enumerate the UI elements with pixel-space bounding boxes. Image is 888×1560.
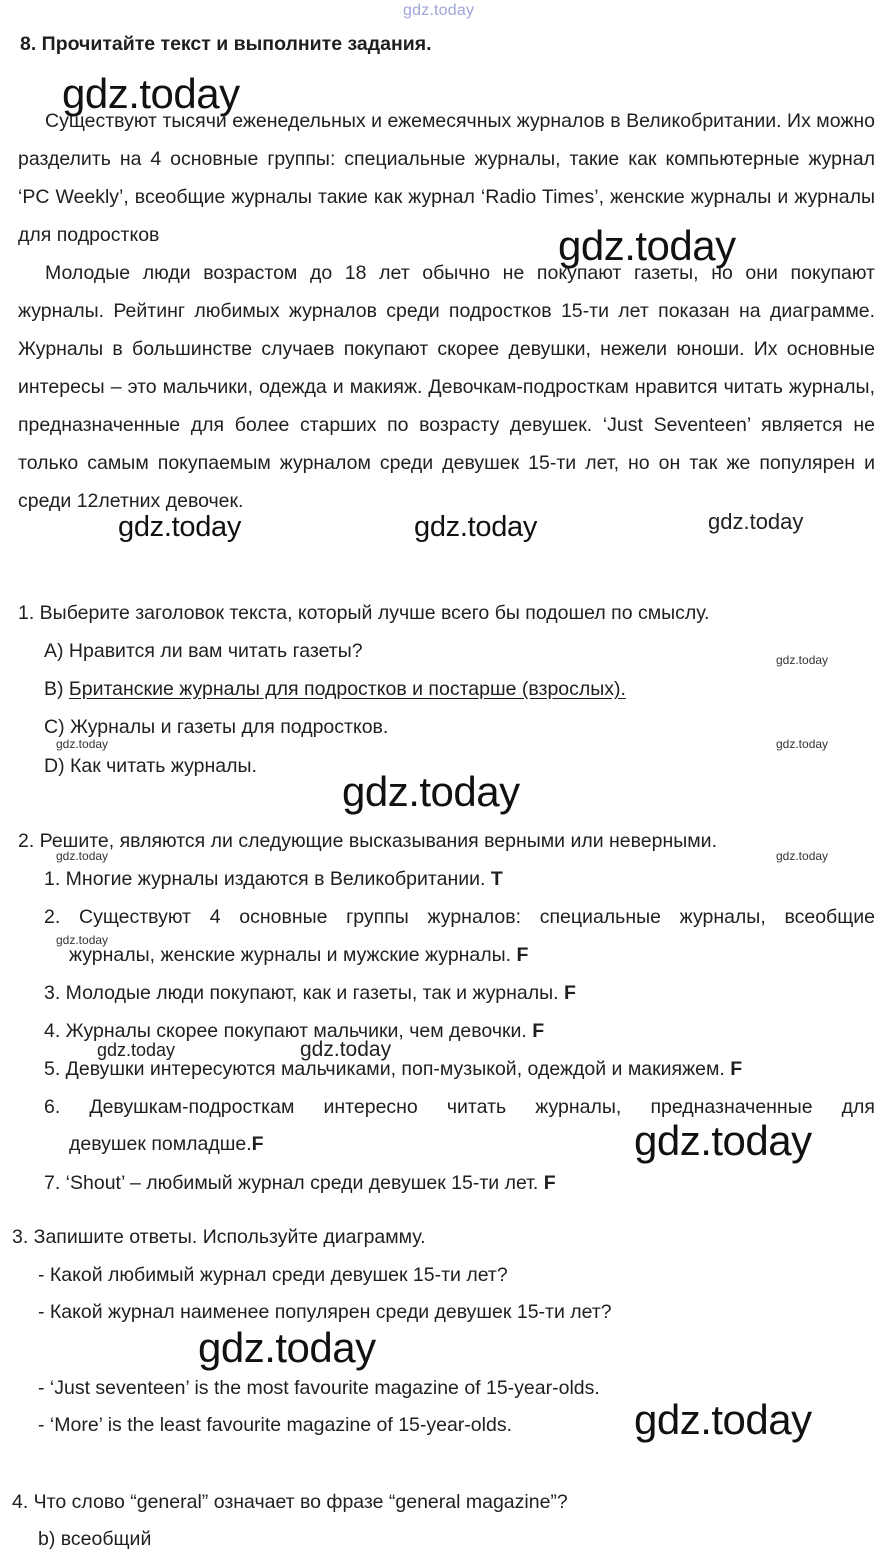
watermark: gdz.today	[300, 1038, 392, 1061]
watermark: gdz.today	[558, 222, 736, 269]
statement-6-answer: F	[251, 1133, 264, 1155]
statement-3: 3. Молодые люди покупают, как и газеты, так и журналы. F	[44, 982, 576, 1004]
watermark: gdz.today	[56, 737, 109, 751]
statement-4: 4. Журналы скорее покупают мальчики, чем девочки. F	[44, 1020, 545, 1042]
statement-4-answer: F	[532, 1020, 545, 1042]
statement-7: 7. ‘Shout’ – любимый журнал среди девушек 15-ти лет. F	[44, 1172, 556, 1194]
task-1-question: 1. Выберите заголовок текста, который лучше всего бы подошел по смыслу.	[18, 602, 710, 624]
task-3-answer-2: - ‘More’ is the least favourite magazine of 15-year-olds.	[38, 1414, 512, 1436]
task-3-q1: - Какой любимый журнал среди девушек 15-ти лет?	[38, 1264, 508, 1286]
task-3-q2: - Какой журнал наименее популярен среди девушек 15-ти лет?	[38, 1301, 612, 1323]
task-1-option-a: A) Нравится ли вам читать газеты?	[44, 640, 363, 662]
statement-1-answer: T	[490, 868, 503, 890]
statement-5-answer: F	[730, 1058, 743, 1080]
task-1-option-b: B) Британские журналы для подростков и постарше (взрослых).	[44, 678, 626, 700]
watermark: gdz.today	[97, 1040, 176, 1060]
watermark: gdz.today	[414, 511, 538, 543]
task-4-answer: b) всеобщий	[38, 1528, 152, 1550]
watermark: gdz.today	[62, 70, 240, 117]
task-3-answer-1: - ‘Just seventeen’ is the most favourite magazine of 15-year-olds.	[38, 1377, 600, 1399]
statement-5: 5. Девушки интересуются мальчиками, поп-музыкой, одеждой и макияжем. F	[44, 1058, 743, 1080]
watermark: gdz.today	[708, 509, 804, 534]
statement-2-cont: журналы, женские журналы и мужские журналы. F	[69, 944, 529, 966]
watermark: gdz.today	[342, 768, 520, 815]
watermark: gdz.today	[198, 1324, 376, 1371]
statement-3-answer: F	[563, 982, 576, 1004]
watermark: gdz.today	[56, 849, 109, 863]
task-1-option-d: D) Как читать журналы.	[44, 755, 257, 777]
task-1-option-c: C) Журналы и газеты для подростков.	[44, 716, 389, 738]
statement-2-answer: F	[516, 944, 529, 966]
watermark: gdz.today	[776, 653, 829, 667]
watermark: gdz.today	[634, 1396, 812, 1443]
watermark: gdz.today	[634, 1117, 812, 1164]
task-1-answer-underlined: Британские журналы для подростков и постарше (взрослых).	[68, 678, 626, 700]
task-2-question: 2. Решите, являются ли следующие высказывания верными или неверными.	[18, 830, 717, 852]
text-paragraph-2: Молодые люди возрастом до 18 лет обычно не покупают газеты, но они покупают журналы. Рейтинг любимых журналов среди подростков 15-ти лет показан на диаграмме. Журналы в большинстве случаев покупают скорее девушки, нежели юноши. Их основные интересы – это мальчики, одежда и макияж. Девочкам-подросткам нравится читать журналы, предназначенные для более старших по возрасту девушек. ‘Just Seventeen’ является не только самым покупаемым журналом среди девушек 15-ти лет, но он так же популярен и среди 12летних девочек.	[18, 262, 875, 512]
exercise-heading: 8. Прочитайте текст и выполните задания.	[20, 33, 432, 55]
watermark: gdz.today	[56, 933, 109, 947]
watermark-top: gdz.today	[403, 2, 475, 19]
statement-6: 6. Девушкам-подросткам интересно читать журналы, предназначенные для	[44, 1096, 875, 1118]
watermark: gdz.today	[118, 511, 242, 543]
statement-2: 2. Существуют 4 основные группы журналов: специальные журналы, всеобщие	[44, 906, 875, 928]
text-paragraph-1: Существуют тысячи еженедельных и ежемесячных журналов в Великобритании. Их можно разделить на 4 основные группы: специальные журналы, такие как компьютерные журнал ‘PC Weekly’, всеобщие журналы такие как журнал ‘Radio Times’, женские журналы и журналы для подростков	[18, 110, 875, 246]
watermark: gdz.today	[776, 737, 829, 751]
statement-6-cont: девушек помладше.F	[69, 1133, 264, 1155]
statement-7-answer: F	[543, 1172, 556, 1194]
watermark: gdz.today	[776, 849, 829, 863]
statement-1: 1. Многие журналы издаются в Великобритании. T	[44, 868, 503, 890]
task-3-question: 3. Запишите ответы. Используйте диаграмму.	[12, 1226, 426, 1248]
task-4-question: 4. Что слово “general” означает во фразе “general magazine”?	[12, 1491, 568, 1513]
